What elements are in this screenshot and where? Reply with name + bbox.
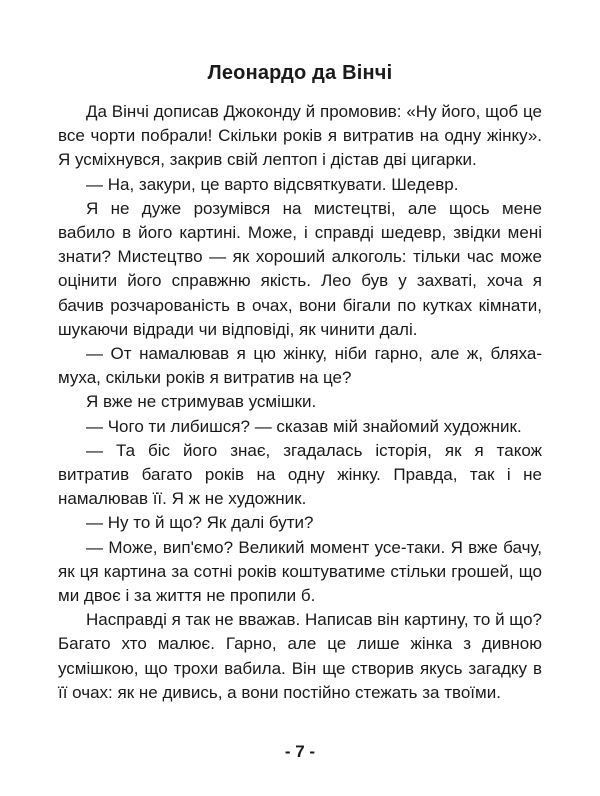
- paragraph: — Може, вип'ємо? Великий момент усе-таки. Я вже бачу, як ця картина за сотні років коштуватиме стільки грошей, що ми двоє і за життя не пропили б.: [58, 537, 542, 606]
- paragraph: — От намалював я цю жінку, ніби гарно, але ж, бляха-муха, скільки років я витратив на це?: [58, 344, 542, 388]
- paragraph: — Ну то й що? Як далі бути?: [86, 513, 314, 533]
- paragraph: Я не дуже розумівся на мистецтві, але щось мене вабило в його картині. Може, і справді шедевр, звідки мені знати? Мистецтво — як хороший алкоголь: тільки час може оцінити його справжню якість. Лео був у захваті, хоча я бачив розчарованість в очах, вони бігали по кутках кімнати, шукаючи відради чи відповіді, як чинити далі.: [58, 198, 542, 339]
- paragraph: Я вже не стримував усмішки.: [86, 392, 317, 412]
- paragraph: — Чого ти либишся? — сказав мій знайомий художник.: [86, 416, 522, 436]
- chapter-title: Леонардо да Вінчі: [207, 62, 393, 84]
- page-number: - 7 -: [284, 742, 316, 761]
- paragraph: — Та біс його знає, згадалась історія, як я також витратив багато років на одну жінку. Правда, так і не намалював її. Я ж не художник.: [58, 440, 542, 509]
- paragraph: Насправді я так не вважав. Написав він картину, то й що? Багато хто малює. Гарно, але це лише жінка з дивною усмішкою, що трохи вабила. Він ще створив якусь загадку в її очах: як не дивись, а вони постійно стежать за твоїми.: [58, 610, 542, 702]
- paragraph: Да Вінчі дописав Джоконду й промовив: «Ну його, щоб це все чорти побрали! Скільки років я витратив на одну жінку». Я усміхнувся, закрив свій лептоп і дістав дві цигарки.: [58, 102, 542, 170]
- paragraph: — На, закури, це варто відсвяткувати. Шедевр.: [86, 174, 459, 194]
- body-text: [58, 100, 542, 705]
